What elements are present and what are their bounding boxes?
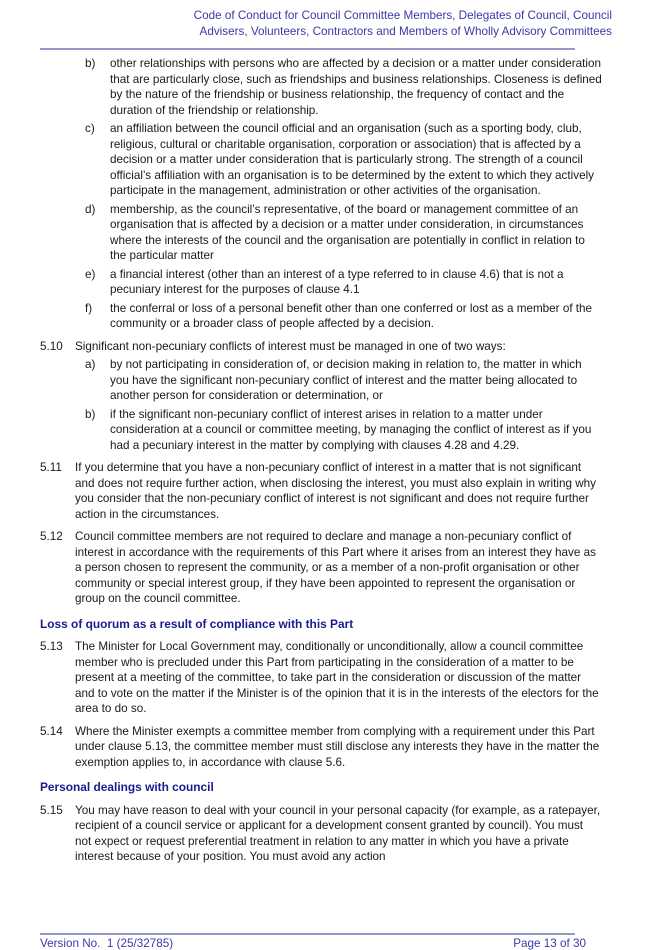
list-item-c (40, 121, 602, 199)
list-item-e (40, 267, 602, 298)
list-item-d (40, 202, 602, 264)
clause-5-13-number: 5.13 (40, 640, 63, 653)
list-item-c-label: c) (85, 122, 95, 135)
clause-5-10-item-b-text: if the significant non-pecuniary conflict of interest arises in relation to a matter under consideration at a council or committee meeting, by managing the conflict of interest as if you had a pecuniary interest in the matter by complying with clauses 4.28 and 4.29. (110, 407, 592, 452)
list-item-e-text: a financial interest (other than an interest of a type referred to in clause 4.6) that is not a pecuniary interest for the purposes of clause 4.1 (110, 267, 564, 296)
list-item-c-text: an affiliation between the council official and an organisation (such as a sporting body, club, religious, cultural or charitable organisation, corporation or association) that is affected by a decision or a matter under consideration that is particularly strong. The strength of a council official’s affiliation with an organisation is to be determined by the extent to which they actively participate in the management, administration or other activities of the organisation. (110, 122, 595, 197)
footer-version-label: Version No. 1 (25/32785) (40, 937, 174, 950)
section-heading-personal-dealings: Personal dealings with council (40, 780, 214, 794)
clause-5-14 (40, 724, 602, 771)
clause-5-10-item-b-label: b) (85, 407, 96, 421)
list-item-b (40, 56, 602, 118)
clause-5-10 (40, 339, 602, 355)
section-heading-loss-of-quorum: Loss of quorum as a result of compliance with this Part (40, 616, 354, 631)
list-item-b-label: b) (85, 57, 96, 70)
clause-5-10-text: Significant non-pecuniary conflicts of interest must be managed in one of two ways: (75, 339, 506, 353)
clause-5-15 (40, 803, 602, 865)
list-item-b-text: other relationships with persons who are affected by a decision or a matter under consideration that are particularly close, such as friendships and business relationships. Closeness is defined by the nature of the friendship or business relationship, the frequency of contact and the duration of the friendship or relationship. (110, 57, 602, 117)
clause-5-14-text: Where the Minister exempts a committee member from complying with a requirement under this Part under clause 5.13, the committee member must still disclose any interests they have in the matter the exemption applies to, in accordance with clause 5.6. (75, 724, 600, 769)
clause-5-12-text: Council committee members are not required to declare and manage a non-pecuniary conflict of interest in accordance with the requirements of this Part where it arises from an interest they have as a person chosen to represent the community, or as a member of a non-profit organisation or other community or special interest group, if they have been appointed to represent the organisation or group on the council committee. (75, 530, 596, 605)
document-header-title: Code of Conduct for Council Committee Members, Delegates of Council, Council Advisers, Volunteers, Contractors and Members of Wholly Advisory Committees (193, 9, 612, 38)
clause-5-15-number: 5.15 (40, 803, 63, 817)
list-item-f (40, 301, 602, 332)
footer-page-number: Page 13 of 30 (513, 937, 586, 950)
clause-5-12 (40, 529, 602, 607)
clause-5-11-text: If you determine that you have a non-pecuniary conflict of interest in a matter that is not significant and does not require further action, when disclosing the interest, you must also explain in writing why you consider that the non-pecuniary conflict of interest is not significant and does not require further action in the circumstances. (75, 461, 597, 521)
clause-5-10-item-a-label: a) (85, 358, 96, 371)
clause-5-15-text: You may have reason to deal with your council in your personal capacity (for example, as a ratepayer, recipient of a council service or applicant for a development consent granted by council). You must not expect or request preferential treatment in relation to any matter in which you have a private interest because of your position. You must avoid any action (75, 803, 601, 863)
document-footer (40, 936, 586, 950)
clause-5-13-text: The Minister for Local Government may, conditionally or unconditionally, allow a council committee member who is precluded under this Part from participating in the consideration of a matter to be present at a meeting of the committee, to take part in the consideration or discussion of the matter and to vote on the matter if the Minister is of the opinion that it is in the interests of the electors for the area to do so. (75, 640, 599, 715)
list-item-d-text: membership, as the council’s representative, of the board or management committee of an organisation that is affected by a decision or a matter under consideration, in circumstances where the interests of the council and the organisation are potentially in conflict in relation to the particular matter (110, 202, 585, 262)
clause-5-14-number: 5.14 (40, 724, 63, 738)
clause-5-10-item-a-text: by not participating in consideration of, or decision making in relation to, the matter in which you have the significant non-pecuniary conflict of interest and the matter being allocated to another person for consideration or determination, or (110, 358, 582, 402)
clause-5-12-number: 5.12 (40, 530, 63, 543)
clause-5-10-number: 5.10 (40, 339, 63, 353)
clause-5-10-item-b (40, 407, 602, 454)
list-item-f-label: f) (85, 301, 93, 315)
clause-5-10-item-a (40, 357, 602, 404)
clause-5-11 (40, 460, 602, 522)
list-item-f-text: the conferral or loss of a personal benefit other than one conferred or lost as a member of the community or a broader class of people affected by a decision. (110, 301, 593, 330)
list-item-d-label: d) (85, 202, 96, 216)
footer-divider (40, 933, 575, 935)
document-body (40, 50, 602, 865)
clause-5-13 (40, 639, 602, 717)
clause-5-11-number: 5.11 (40, 461, 62, 474)
list-item-e-label: e) (85, 267, 96, 281)
